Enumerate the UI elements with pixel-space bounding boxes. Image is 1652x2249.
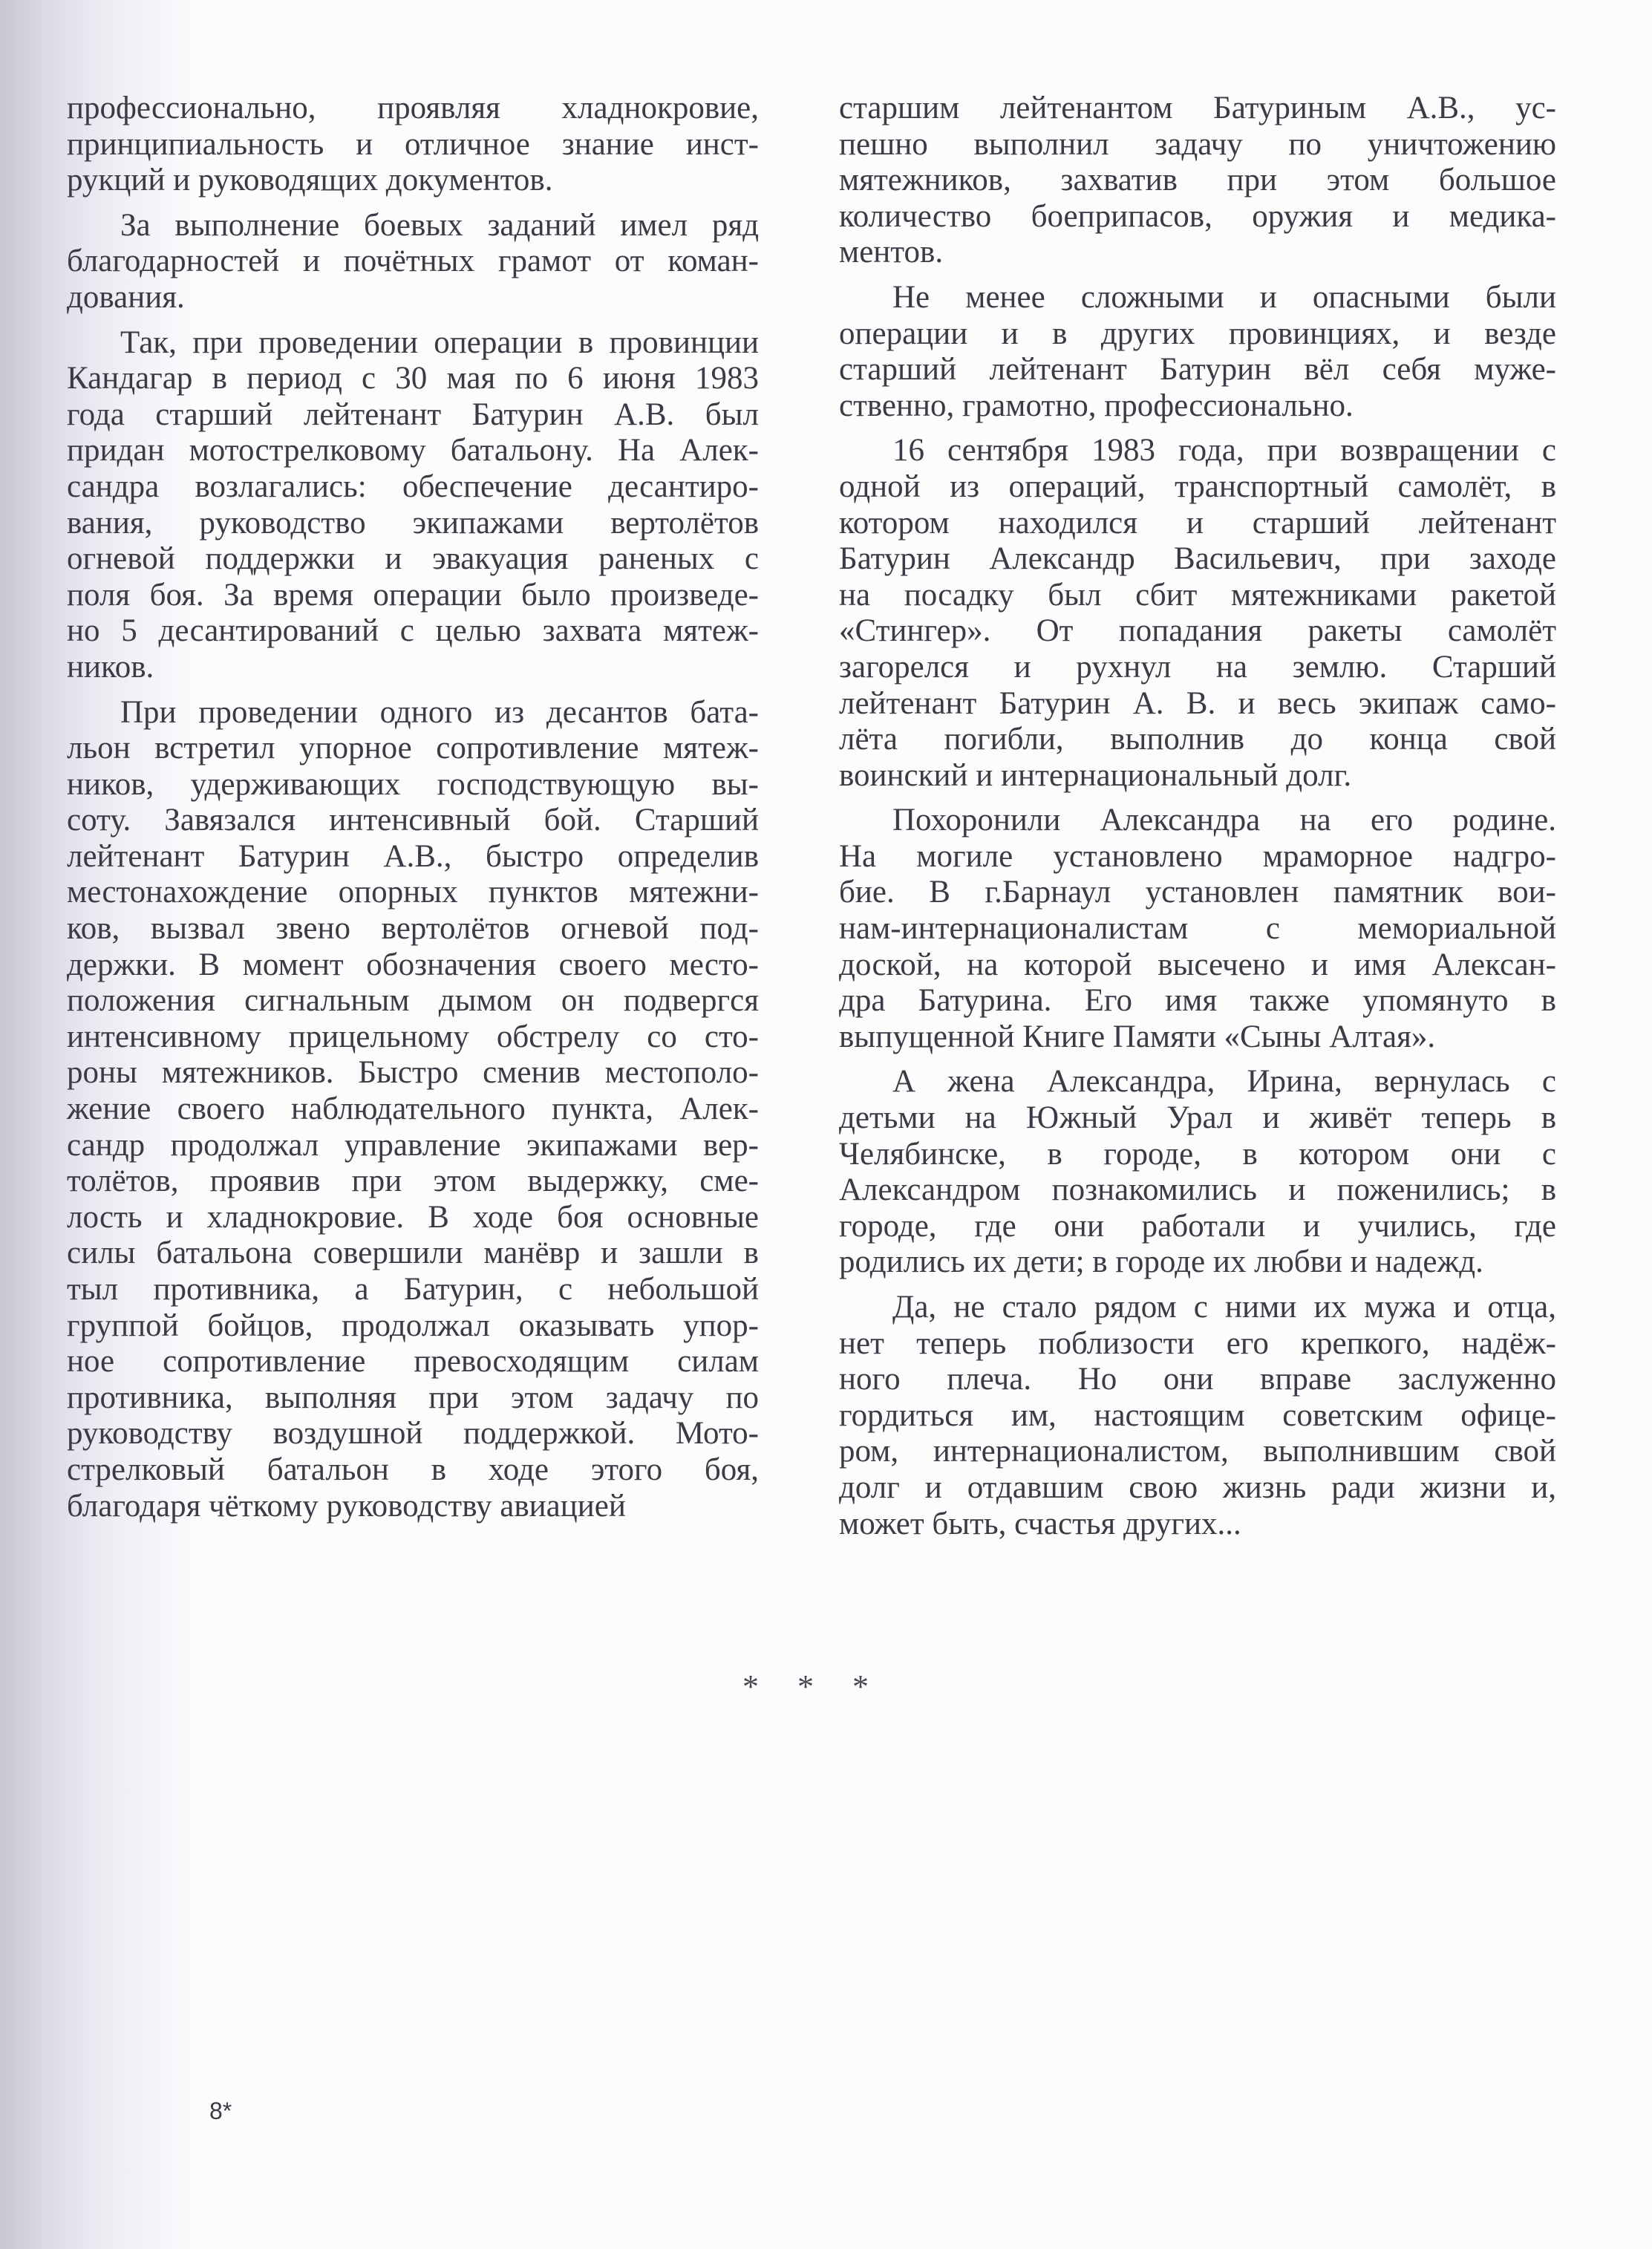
paragraph <box>839 280 1556 424</box>
left-text-column <box>67 91 759 1533</box>
text-line: ром, интернационалистом, выполнившим свой <box>839 1434 1556 1469</box>
text-line: придан мотострелковому батальону. На Алек- <box>67 433 759 469</box>
text-line: группой бойцов, продолжал оказывать упор- <box>67 1308 759 1343</box>
text-line: детьми на Южный Урал и живёт теперь в <box>839 1100 1556 1136</box>
text-line: количество боеприпасов, оружия и медика- <box>839 198 1556 234</box>
separator-asterisk: * <box>852 1668 869 1705</box>
text-line: профессионально, проявляя хладнокровие, <box>67 91 759 125</box>
text-line: родились их дети; в городе их любви и надежд. <box>839 1244 1483 1280</box>
text-line: льон встретил упорное сопротивление мятеж- <box>67 731 759 766</box>
text-line: жение своего наблюдательного пункта, Алек- <box>67 1091 759 1127</box>
section-separator <box>742 1668 869 1705</box>
text-line: старшим лейтенантом Батуриным А.В., ус- <box>839 91 1556 125</box>
paragraph <box>839 803 1556 1055</box>
text-line: огневой поддержки и эвакуация раненых с <box>67 541 759 577</box>
text-line: благодарностей и почётных грамот от коман- <box>67 244 759 279</box>
text-line: сандр продолжал управление экипажами вер- <box>67 1127 759 1163</box>
text-line: Кандагар в период с 30 мая по 6 июня 1983 <box>67 361 759 396</box>
text-line: ственно, грамотно, профессионально. <box>839 388 1354 423</box>
text-line: Батурин Александр Васильевич, при заходе <box>839 541 1556 577</box>
text-line: роны мятежников. Быстро сменив местополо- <box>67 1055 759 1091</box>
text-line: толётов, проявив при этом выдержку, сме- <box>67 1163 759 1199</box>
separator-asterisk: * <box>742 1668 759 1705</box>
text-line: может быть, счастья других... <box>839 1506 1241 1541</box>
text-line: А жена Александра, Ирина, вернулась с <box>892 1064 1556 1100</box>
paragraph <box>839 91 1556 271</box>
text-line: тыл противника, а Батурин, с небольшой <box>67 1272 759 1307</box>
text-line: лёта погибли, выполнив до конца свой <box>839 722 1556 757</box>
text-line: стрелковый батальон в ходе этого боя, <box>67 1452 759 1487</box>
paragraph <box>839 1064 1556 1281</box>
text-line: на посадку был сбит мятежниками ракетой <box>839 577 1556 613</box>
text-line: поля боя. За время операции было произведе- <box>67 577 759 613</box>
text-line: воинский и интернациональный долг. <box>839 757 1352 793</box>
text-line: лейтенант Батурин А. В. и весь экипаж само- <box>839 685 1556 721</box>
text-line: долг и отдавшим свою жизнь ради жизни и, <box>839 1469 1556 1505</box>
text-line: Да, не стало рядом с ними их мужа и отца, <box>892 1290 1556 1325</box>
paragraph <box>67 208 759 316</box>
text-line: силы батальона совершили манёвр и зашли в <box>67 1236 759 1271</box>
text-line: но 5 десантирований с целью захвата мятеж- <box>67 613 759 649</box>
text-line: пешно выполнил задачу по уничтожению <box>839 126 1556 162</box>
paragraph <box>67 695 759 1525</box>
text-line: 16 сентября 1983 года, при возвращении с <box>892 433 1556 469</box>
text-line: старший лейтенант Батурин вёл себя муже- <box>839 352 1556 388</box>
text-line: руководству воздушной поддержкой. Мото- <box>67 1416 759 1452</box>
text-line: рукций и руководящих документов. <box>67 163 553 198</box>
text-line: соту. Завязался интенсивный бой. Старший <box>67 803 759 838</box>
text-line: На могиле установлено мраморное надгро- <box>839 838 1556 874</box>
text-line: За выполнение боевых заданий имел ряд <box>120 207 759 243</box>
text-line: Александром познакомились и поженились; в <box>839 1172 1556 1208</box>
text-line: мятежников, захватив при этом большое <box>839 163 1556 198</box>
text-line: ников. <box>67 649 154 685</box>
text-line: благодаря чёткому руководству авиацией <box>67 1488 626 1524</box>
text-line: интенсивному прицельному обстрелу со сто- <box>67 1019 759 1054</box>
text-line: нам-интернационалистам с мемориальной <box>839 911 1556 947</box>
text-line: положения сигнальным дымом он подвергся <box>67 983 759 1019</box>
text-line: принципиальность и отличное знание инст- <box>67 126 759 162</box>
separator-asterisk: * <box>797 1668 814 1705</box>
text-line: выпущенной Книге Памяти «Сыны Алтая». <box>839 1019 1436 1054</box>
paragraph <box>67 91 759 199</box>
right-text-column <box>839 91 1556 1551</box>
text-line: гордиться им, настоящим советским офице- <box>839 1397 1556 1433</box>
text-line: противника, выполняя при этом задачу по <box>67 1380 759 1415</box>
text-line: года старший лейтенант Батурин А.В. был <box>67 396 759 432</box>
text-line: Похоронили Александра на его родине. <box>892 803 1556 838</box>
text-line: нет теперь поблизости его крепкого, надёж- <box>839 1325 1556 1361</box>
text-line: ков, вызвал звено вертолётов огневой под- <box>67 911 759 947</box>
text-line: ников, удерживающих господствующую вы- <box>67 766 759 802</box>
text-line: доской, на которой высечено и имя Алексан- <box>839 947 1556 982</box>
text-line: загорелся и рухнул на землю. Старший <box>839 649 1556 685</box>
page-number: 8* <box>209 2098 232 2124</box>
text-line: держки. В момент обозначения своего место- <box>67 947 759 982</box>
text-line: лость и хладнокровие. В ходе боя основные <box>67 1199 759 1235</box>
text-line: вания, руководство экипажами вертолётов <box>67 505 759 541</box>
text-line: котором находился и старший лейтенант <box>839 505 1556 541</box>
text-line: местонахождение опорных пунктов мятежни- <box>67 875 759 910</box>
paragraph <box>67 325 759 686</box>
text-line: Не менее сложными и опасными были <box>892 279 1556 315</box>
text-line: Так, при проведении операции в провинции <box>120 324 759 360</box>
text-line: лейтенант Батурин А.В., быстро определив <box>67 838 759 874</box>
text-line: бие. В г.Барнаул установлен памятник вои- <box>839 875 1556 910</box>
text-line: ментов. <box>839 235 944 270</box>
paragraph <box>839 433 1556 794</box>
text-line: одной из операций, транспортный самолёт, в <box>839 469 1556 504</box>
text-line: «Стингер». От попадания ракеты самолёт <box>839 613 1556 649</box>
text-line: ное сопротивление превосходящим силам <box>67 1344 759 1380</box>
text-line: ного плеча. Но они вправе заслуженно <box>839 1362 1556 1397</box>
text-line: операции и в других провинциях, и везде <box>839 316 1556 351</box>
text-line: Челябинске, в городе, в котором они с <box>839 1136 1556 1172</box>
text-line: При проведении одного из десантов бата- <box>120 694 759 730</box>
text-line: сандра возлагались: обеспечение десантиро- <box>67 469 759 504</box>
paragraph <box>839 1290 1556 1542</box>
text-line: дра Батурина. Его имя также упомянуто в <box>839 983 1556 1019</box>
text-line: городе, где они работали и учились, где <box>839 1208 1556 1244</box>
text-line: дования. <box>67 279 185 315</box>
